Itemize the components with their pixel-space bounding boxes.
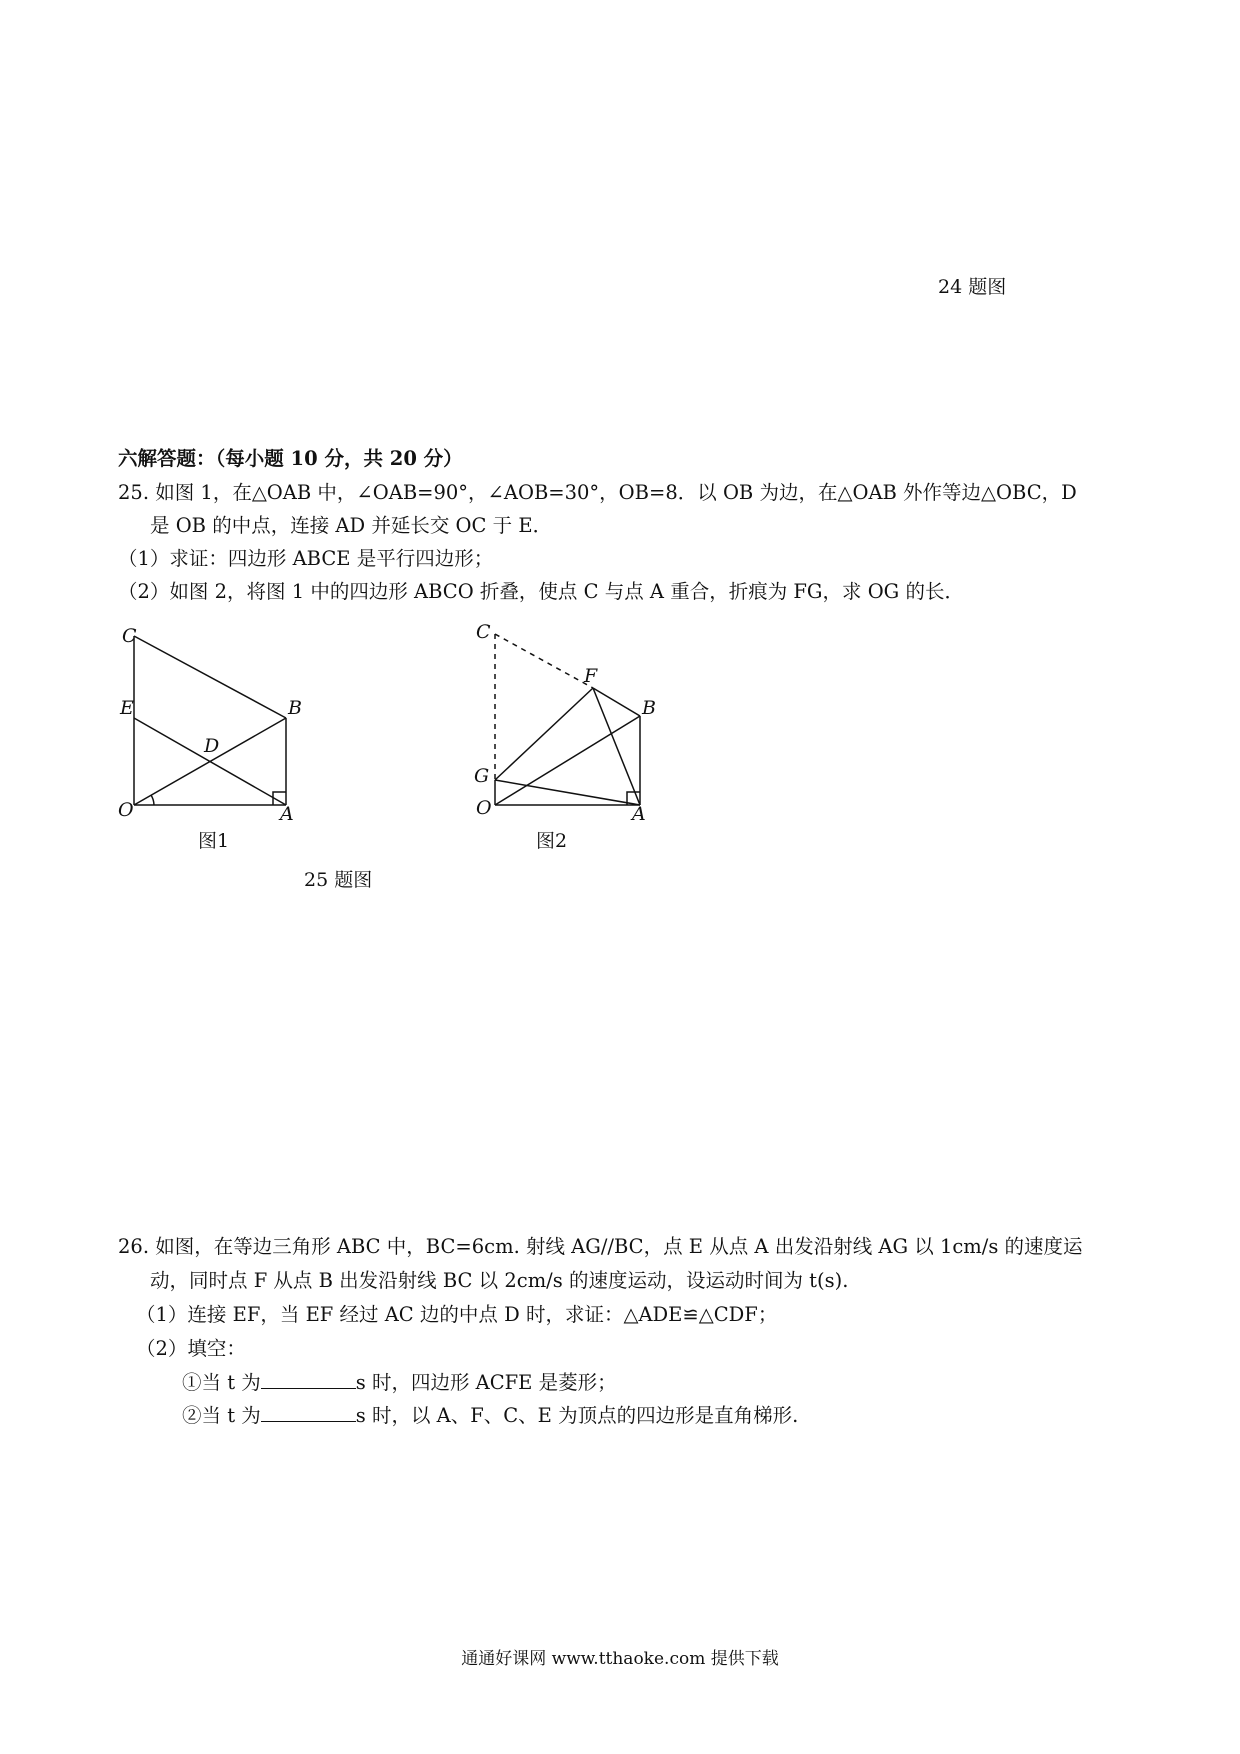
- fig2-label-b: B: [642, 697, 656, 719]
- answer-blank-1[interactable]: [261, 1368, 356, 1389]
- fig1-label-a: A: [280, 803, 294, 820]
- q26-part2: （2）填空：: [136, 1337, 246, 1360]
- fig25-caption: 25 题图: [304, 869, 373, 891]
- figure-1: [110, 620, 330, 824]
- fig2-label-o: O: [476, 797, 492, 819]
- q26-sub1: [182, 1368, 617, 1398]
- figure-2: [460, 612, 680, 826]
- fig2-label-c: C: [476, 621, 491, 643]
- fig2-label-f: F: [584, 665, 598, 687]
- q25-part1: （1）求证：四边形 ABCE 是平行四边形；: [118, 547, 494, 570]
- fig2-caption: 图2: [536, 830, 568, 852]
- fig2-label-g: G: [474, 765, 490, 787]
- fig1-label-o: O: [118, 799, 134, 820]
- q26-sub1-post: s 时，四边形 ACFE 是菱形；: [355, 1371, 617, 1394]
- q26-sub2-pre: ②当 t 为: [182, 1404, 261, 1427]
- q25-line2: 是 OB 的中点，连接 AD 并延长交 OC 于 E．: [150, 514, 553, 537]
- fig1-label-d: D: [204, 735, 220, 757]
- answer-blank-2[interactable]: [261, 1401, 356, 1422]
- fig1-label-c: C: [122, 625, 137, 647]
- fig2-label-a: A: [632, 803, 646, 822]
- fig1-label-b: B: [288, 697, 302, 719]
- page-footer: 通通好课网 www.tthaoke.com 提供下载: [461, 1649, 779, 1669]
- q25-part2: （2）如图 2，将图 1 中的四边形 ABCO 折叠，使点 C 与点 A 重合，折痕为 FG，求 OG 的长．: [118, 580, 964, 603]
- q25-line1: 25. 如图 1，在△OAB 中，∠OAB=90°，∠AOB=30°，OB=8．以 OB 为边，在△OAB 外作等边△OBC，D: [118, 481, 1077, 504]
- q26-sub2-post: s 时，以 A、F、C、E 为顶点的四边形是直角梯形.: [355, 1404, 799, 1427]
- q26-line1: 26. 如图，在等边三角形 ABC 中，BC=6cm. 射线 AG//BC，点 E 从点 A 出发沿射线 AG 以 1cm/s 的速度运: [118, 1235, 1083, 1258]
- fig1-label-e: E: [120, 697, 134, 719]
- fig1-caption: 图1: [198, 830, 230, 852]
- q26-line2: 动，同时点 F 从点 B 出发沿射线 BC 以 2cm/s 的速度运动，设运动时间为 t(s).: [150, 1269, 849, 1292]
- section6-heading: 六解答题：（每小题 10 分，共 20 分）: [118, 447, 463, 470]
- q26-sub2: [182, 1401, 798, 1431]
- q26-part1: （1）连接 EF，当 EF 经过 AC 边的中点 D 时，求证：△ADE≌△CDF；: [136, 1303, 778, 1326]
- q26-sub1-pre: ①当 t 为: [182, 1371, 261, 1394]
- fig24-caption: 24 题图: [938, 276, 1007, 298]
